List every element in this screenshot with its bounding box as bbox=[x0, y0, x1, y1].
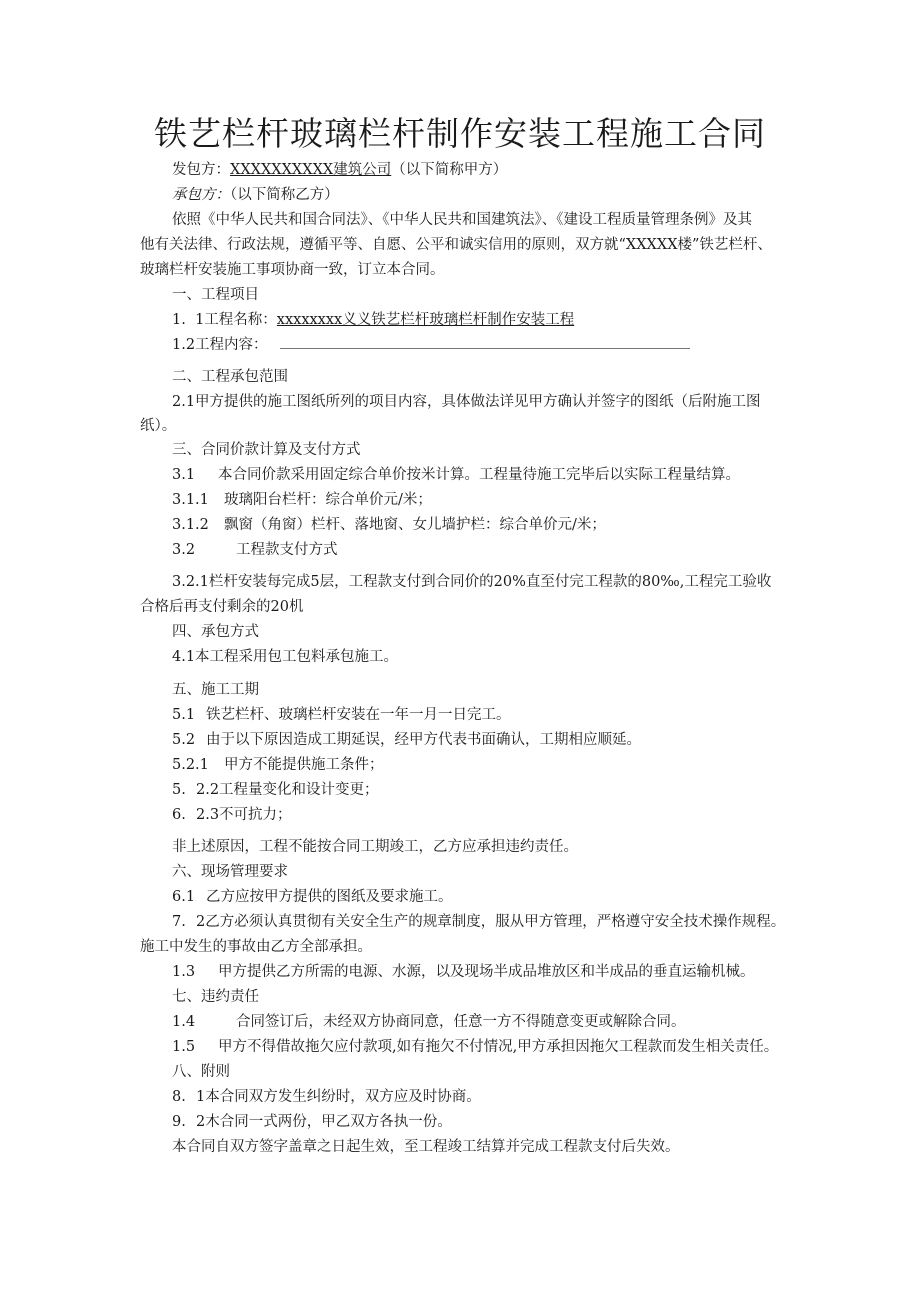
clause-5-1-text: 铁艺栏杆、玻璃栏杆安装在一年一月一日完工。 bbox=[206, 707, 511, 723]
clause-3-1-1-num: 3.1.1 bbox=[172, 492, 209, 508]
clause-7-1 bbox=[172, 1010, 686, 1034]
clause-6-3 bbox=[172, 960, 755, 984]
section-7-heading: 七、违约责任 bbox=[172, 989, 259, 1005]
clause-3-2-num: 3.2 bbox=[172, 542, 196, 558]
section-5-heading: 五、施工工期 bbox=[172, 682, 259, 698]
clause-3-1-1-text: 玻璃阳台栏杆：综合单价元/米； bbox=[224, 492, 432, 508]
clause-5-2-1-num: 5.2.1 bbox=[172, 757, 209, 773]
clause-6-3-text: 甲方提供乙方所需的电源、水源，以及现场半成品堆放区和半成品的垂直运输机械。 bbox=[218, 964, 755, 980]
delay-liability: 非上述原因，工程不能按合同工期竣工，乙方应承担违约责任。 bbox=[172, 839, 578, 855]
clause-8-2-num: 9. bbox=[172, 1114, 186, 1130]
clause-7-1-num: 1.4 bbox=[172, 1014, 196, 1030]
clause-5-2-3 bbox=[172, 803, 292, 827]
project-name-num: 1. bbox=[172, 312, 186, 328]
clause-3-1-text: 本合同价款采用固定综合单价按米计算。工程量待施工完毕后以实际工程量结算。 bbox=[218, 467, 740, 483]
section-8-heading: 八、附则 bbox=[172, 1064, 230, 1080]
clause-6-3-num: 1.3 bbox=[172, 964, 196, 980]
clause-5-2-num: 5.2 bbox=[172, 732, 196, 748]
clause-3-2-1-line-1: 3.2.1栏杆安装每完成5层，工程款支付到合同价的20%直至付完工程款的80‰,工程完工验收 bbox=[172, 574, 772, 590]
clause-7-2-text: 甲方不得借故拖欠应付款项,如有拖欠不付情况,甲方承担因拖欠工程款而发生相关责任。 bbox=[218, 1039, 779, 1055]
clause-6-2 bbox=[172, 910, 785, 934]
project-content-line bbox=[172, 333, 690, 357]
clause-8-1 bbox=[172, 1085, 481, 1109]
clause-8-1-num: 8. bbox=[172, 1089, 186, 1105]
section-3-heading: 三、合同价款计算及支付方式 bbox=[172, 442, 361, 458]
clause-5-2-2-text: 2.2工程量变化和设计变更； bbox=[196, 782, 379, 798]
party-a-note: （以下简称甲方） bbox=[391, 162, 508, 178]
party-b-label: 承包方： bbox=[172, 187, 230, 203]
section-6-heading: 六、现场管理要求 bbox=[172, 864, 288, 880]
clause-3-1-2 bbox=[172, 513, 606, 537]
clause-3-2-1-line-2: 合格后再支付剩余的20机 bbox=[140, 599, 304, 615]
clause-8-1-text: 1本合同双方发生纠纷时，双方应及时协商。 bbox=[196, 1089, 481, 1105]
clause-5-2-1-text: 甲方不能提供施工条件； bbox=[224, 757, 384, 773]
project-content-label: 1.2工程内容： bbox=[172, 337, 268, 353]
clause-8-2 bbox=[172, 1110, 452, 1134]
clause-3-2-text: 工程款支付方式 bbox=[236, 542, 338, 558]
effective-clause: 本合同自双方签字盖章之日起生效，至工程竣工结算并完成工程款支付后失效。 bbox=[172, 1139, 680, 1155]
project-content-blank bbox=[280, 334, 690, 349]
section-4-heading: 四、承包方式 bbox=[172, 624, 259, 640]
party-b-note: （以下简称乙方） bbox=[230, 187, 339, 203]
party-a-label: 发包方： bbox=[172, 162, 230, 178]
clause-3-1-1 bbox=[172, 488, 432, 512]
party-a-company: XXXXXXXXXX建筑公司 bbox=[230, 162, 392, 178]
clause-6-1 bbox=[172, 885, 453, 909]
clause-6-1-num: 6.1 bbox=[172, 889, 196, 905]
clause-5-2 bbox=[172, 728, 641, 752]
section-1-heading: 一、工程项目 bbox=[172, 287, 259, 303]
scope-line-1: 2.1甲方提供的施工图纸所列的项目内容，具体做法详见甲方确认并签字的图纸（后附施工图 bbox=[172, 394, 761, 410]
clause-5-2-text: 由于以下原因造成工期延误，经甲方代表书面确认，工期相应顺延。 bbox=[206, 732, 641, 748]
clause-7-2 bbox=[172, 1035, 778, 1059]
clause-4-1: 4.1本工程采用包工包料承包施工。 bbox=[172, 649, 399, 665]
scope-line-2: 纸）。 bbox=[140, 418, 177, 434]
clause-5-1 bbox=[172, 703, 511, 727]
project-name-line bbox=[172, 308, 574, 332]
clause-5-2-1 bbox=[172, 753, 384, 777]
clause-5-2-2-num: 5. bbox=[172, 782, 186, 798]
clause-3-1-2-num: 3.1.2 bbox=[172, 517, 209, 533]
party-a-line bbox=[172, 158, 507, 182]
clause-7-1-text: 合同签订后，未经双方协商同意，任意一方不得随意变更或解除合同。 bbox=[236, 1014, 686, 1030]
project-name-label: 1工程名称： bbox=[195, 312, 277, 328]
intro-line-3: 玻璃栏杆安装施工事项协商一致，订立本合同。 bbox=[140, 262, 445, 278]
clause-6-2-text: 2乙方必须认真贯彻有关安全生产的规章制度，服从甲方管理，严格遵守安全技术操作规程。 bbox=[196, 914, 786, 930]
clause-3-1-2-text: 飘窗（角窗）栏杆、落地窗、女儿墙护栏：综合单价元/米； bbox=[224, 517, 606, 533]
clause-6-2-num: 7. bbox=[172, 914, 186, 930]
clause-5-2-2 bbox=[172, 778, 379, 802]
clause-6-1-text: 乙方应按甲方提供的图纸及要求施工。 bbox=[206, 889, 453, 905]
clause-3-2 bbox=[172, 538, 338, 562]
clause-3-1-num: 3.1 bbox=[172, 467, 196, 483]
clause-7-2-num: 1.5 bbox=[172, 1039, 196, 1055]
party-b-line bbox=[172, 183, 339, 207]
intro-line-1: 依照《中华人民共和国合同法》、《中华人民共和国建筑法》、《建设工程质量管理条例》及其 bbox=[172, 212, 752, 228]
project-name-value: xxxxxxxx义义铁艺栏杆玻璃栏杆制作安装工程 bbox=[276, 312, 575, 328]
section-2-heading: 二、工程承包范围 bbox=[172, 369, 288, 385]
clause-8-2-text: 2木合同一式两份，甲乙双方各执一份。 bbox=[196, 1114, 452, 1130]
clause-3-1 bbox=[172, 463, 740, 487]
clause-5-1-num: 5.1 bbox=[172, 707, 196, 723]
clause-5-2-3-text: 2.3不可抗力； bbox=[196, 807, 292, 823]
document-title: 铁艺栏杆玻璃栏杆制作安装工程施工合同 bbox=[154, 114, 766, 153]
intro-line-2: 他有关法律、行政法规，遵循平等、自愿、公平和诚实信用的原则，双方就“XXXXX楼”铁艺栏杆、 bbox=[140, 237, 772, 253]
clause-6-2-line-2: 施工中发生的事故由乙方全部承担。 bbox=[140, 939, 372, 955]
clause-5-2-3-num: 6. bbox=[172, 807, 186, 823]
